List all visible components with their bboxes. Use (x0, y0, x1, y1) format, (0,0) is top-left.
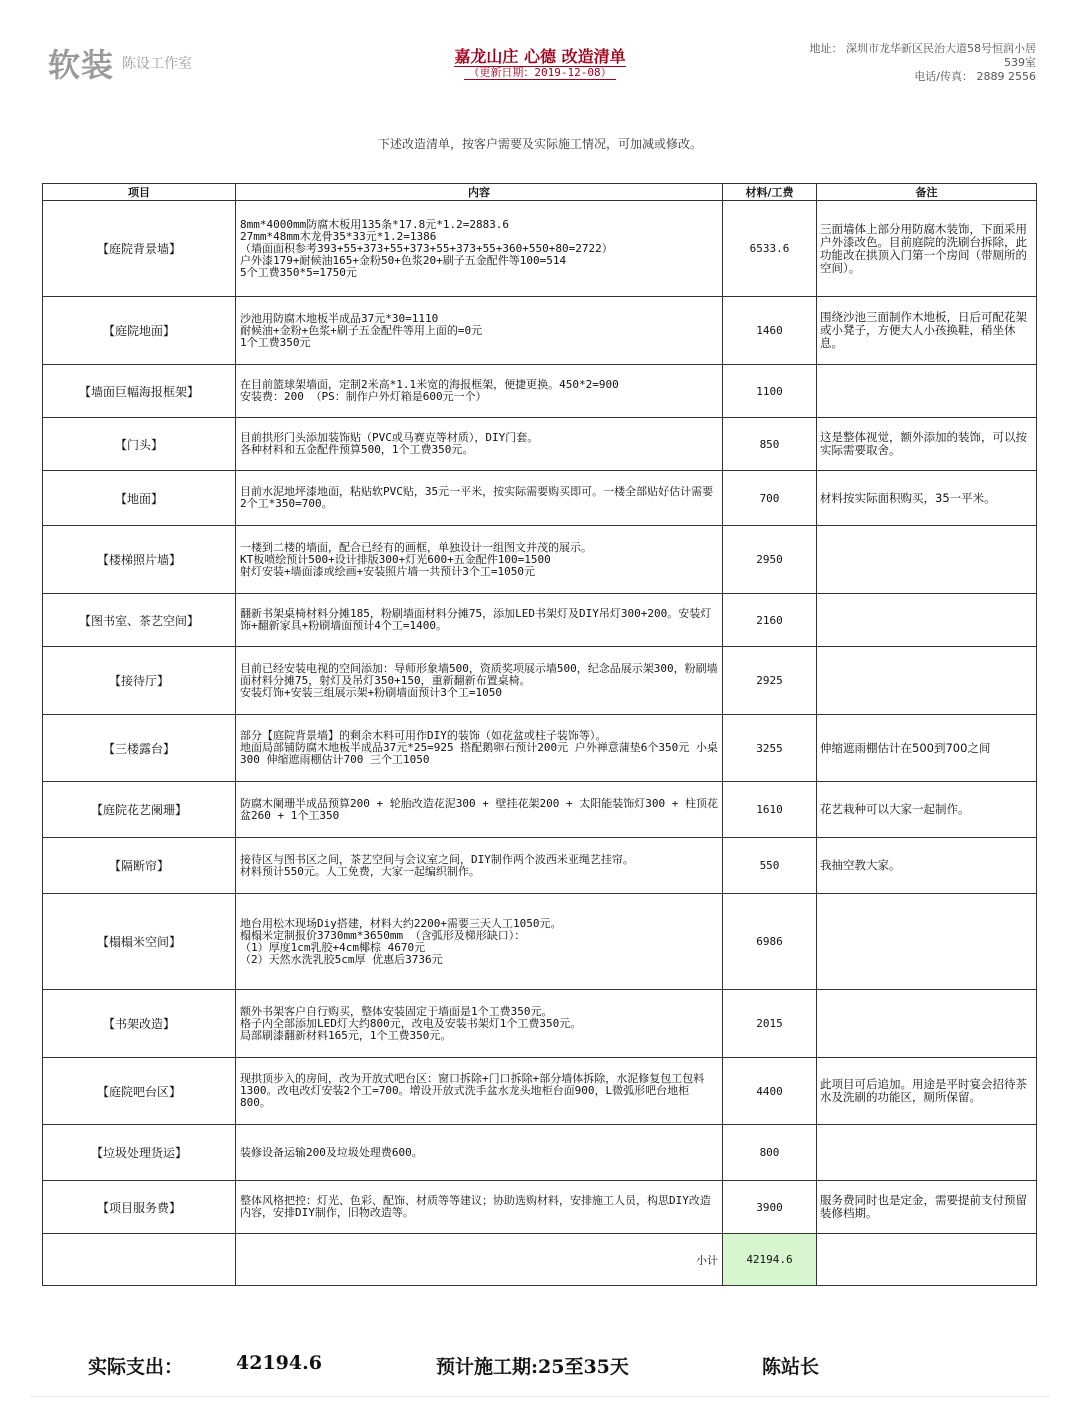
item-cell: 【榻榻米空间】 (43, 894, 236, 990)
content-cell: 目前拱形门头添加装饰贴（PVC或马赛克等材质），DIY门套。 各种材料和五金配件预算500，1个工费350元。 (236, 418, 723, 471)
content-cell: 目前水泥地坪漆地面，粘贴软PVC贴，35元一平米，按实际需要购买即可。一楼全部贴好估计需要2个工*350=700。 (236, 471, 723, 526)
note-cell: 服务费同时也是定金，需要提前支付预留装修档期。 (817, 1181, 1037, 1234)
content-cell: 现拱顶步入的房间，改为开放式吧台区：窗口拆除+门口拆除+部分墙体拆除，水泥修复包工包料1300。改电改灯安装2个工=700。增设开放式洗手盆水龙头地柜台面900，L微弧形吧台地柜800。 (236, 1058, 723, 1125)
table-row (43, 471, 1037, 526)
content-cell: 地台用松木现场Diy搭建，材料大约2200+需要三天人工1050元。 榻榻米定制报价3730mm*3650mm （含弧形及梯形缺口）： （1）厚度1cm乳胶+4cm椰棕 4670元 （2）天然水洗乳胶5cm厚 优惠后3736元 (236, 894, 723, 990)
note-cell: 此项目可后追加。用途是平时宴会招待茶水及洗刷的功能区，厕所保留。 (817, 1058, 1037, 1125)
cost-cell: 6986 (723, 894, 817, 990)
item-cell: 【楼梯照片墙】 (43, 526, 236, 594)
table-row (43, 1058, 1037, 1125)
actual-expense-value: 42194.6 (236, 1352, 322, 1374)
note-cell (817, 594, 1037, 647)
item-cell: 【图书室、茶艺空间】 (43, 594, 236, 647)
content-cell: 接待区与图书区之间，茶艺空间与会议室之间，DIY制作两个波西米亚绳艺挂帘。 材料预计550元。人工免费，大家一起编织制作。 (236, 838, 723, 894)
content-cell: 翻新书架桌椅材料分摊185，粉刷墙面材料分摊75，添加LED书架灯及DIY吊灯300+200。安装灯饰+翻新家具+粉刷墙面预计4个工=1400。 (236, 594, 723, 647)
table-header-row (43, 184, 1037, 201)
cost-cell: 1460 (723, 297, 817, 365)
cost-cell: 700 (723, 471, 817, 526)
subtotal-empty-cell (43, 1234, 236, 1286)
item-cell: 【接待厅】 (43, 647, 236, 715)
note-cell: 我抽空教大家。 (817, 838, 1037, 894)
logo-text: 陈设工作室 (122, 56, 193, 72)
address-line-1: 地址： 深圳市龙华新区民治大道58号恒润小居 (809, 42, 1036, 55)
cost-cell: 1100 (723, 365, 817, 418)
item-cell: 【隔断帘】 (43, 838, 236, 894)
table-row (43, 715, 1037, 782)
subtotal-note-cell (817, 1234, 1037, 1286)
header-content: 内容 (236, 184, 723, 201)
table-row (43, 782, 1037, 838)
contact-info (766, 42, 1036, 84)
note-cell: 围绕沙池三面制作木地板，日后可配花架或小凳子，方便大人小孩换鞋，稍坐休息。 (817, 297, 1037, 365)
item-cell: 【庭院吧台区】 (43, 1058, 236, 1125)
header-cost: 材料/工费 (723, 184, 817, 201)
cost-cell: 2160 (723, 594, 817, 647)
cost-cell: 3900 (723, 1181, 817, 1234)
item-cell: 【三楼露台】 (43, 715, 236, 782)
construction-period: 预计施工期:25至35天 (436, 1356, 629, 1378)
table-row (43, 594, 1037, 647)
table-row (43, 894, 1037, 990)
content-cell: 目前已经安装电视的空间添加：导师形象墙500，资质奖项展示墙500，纪念品展示架300，粉刷墙面材料分摊75，射灯及吊灯350+150，重新翻新布置桌椅。 安装灯饰+安装三组展示架+粉刷墙面预计3个工=1050 (236, 647, 723, 715)
item-cell: 【书架改造】 (43, 990, 236, 1058)
bottom-divider (30, 1396, 1050, 1397)
table-row (43, 647, 1037, 715)
cost-cell: 3255 (723, 715, 817, 782)
table-row (43, 201, 1037, 297)
cost-cell: 850 (723, 418, 817, 471)
content-cell: 8mm*4000mm防腐木板用135条*17.8元*1.2=2883.6 27mm*48mm木龙骨35*33元*1.2=1386 （墙面面积参考393+55+373+55+373+55+373+55+360+550+80=2722） 户外漆179+耐候油165+金粉50+色浆20+刷子五金配件等100=514 5个工费350*5=1750元 (236, 201, 723, 297)
table-row (43, 1125, 1037, 1181)
table-row (43, 365, 1037, 418)
item-cell: 【项目服务费】 (43, 1181, 236, 1234)
logo-mark: 软装 (48, 46, 115, 84)
content-cell: 额外书架客户自行购买，整体安装固定于墙面是1个工费350元。 格子内全部添加LED灯大约800元，改电及安装书架灯1个工费350元。 局部刷漆翻新材料165元，1个工费350元。 (236, 990, 723, 1058)
content-cell: 一楼到二楼的墙面，配合已经有的画框，单独设计一组图文并茂的展示。 KT板喷绘预计500+设计排版300+灯光600+五金配件100=1500 射灯安装+墙面漆或绘画+安装照片墙一共预计3个工=1050元 (236, 526, 723, 594)
cost-cell: 6533.6 (723, 201, 817, 297)
table-row (43, 418, 1037, 471)
phone-line: 电话/传真： 2889 2556 (914, 70, 1036, 83)
table-row (43, 526, 1037, 594)
note-cell: 材料按实际面积购买，35一平米。 (817, 471, 1037, 526)
cost-cell: 550 (723, 838, 817, 894)
note-cell (817, 647, 1037, 715)
content-cell: 整体风格把控：灯光、色彩、配饰、材质等等建议；协助选购材料，安排施工人员，构思DIY改造内容，安排DIY制作，旧物改造等。 (236, 1181, 723, 1234)
cost-cell: 800 (723, 1125, 817, 1181)
table-row (43, 297, 1037, 365)
subtotal-value: 42194.6 (723, 1234, 817, 1286)
content-cell: 在目前篮球架墙面，定制2米高*1.1米宽的海报框架，便捷更换。450*2=900 安装费：200 （PS：制作户外灯箱是600元一个） (236, 365, 723, 418)
content-cell: 装修设备运输200及垃圾处理费600。 (236, 1125, 723, 1181)
content-cell: 防腐木阑珊半成品预算200 + 轮胎改造花泥300 + 壁挂花架200 + 太阳能装饰灯300 + 柱顶花盆260 + 1个工350 (236, 782, 723, 838)
table-row (43, 838, 1037, 894)
item-cell: 【庭院背景墙】 (43, 201, 236, 297)
note-cell (817, 365, 1037, 418)
cost-cell: 2925 (723, 647, 817, 715)
renovation-table (42, 183, 1037, 1286)
note-cell (817, 1125, 1037, 1181)
item-cell: 【垃圾处理货运】 (43, 1125, 236, 1181)
station-manager: 陈站长 (762, 1356, 820, 1378)
note-cell: 这是整体视觉，额外添加的装饰，可以按实际需要取舍。 (817, 418, 1037, 471)
note-cell: 三面墙体上部分用防腐木装饰，下面采用户外漆改色。目前庭院的洗刷台拆除，此功能改在拱顶入门第一个房间（带厕所的空间）。 (817, 201, 1037, 297)
content-cell: 部分【庭院背景墙】的剩余木料可用作DIY的装饰（如花盆或柱子装饰等）。 地面局部铺防腐木地板半成品37元*25=925 搭配鹅卵石预计200元 户外禅意蒲垫6个350元 小桌300 伸缩遮雨棚估计700 三个工1050 (236, 715, 723, 782)
note-cell: 花艺栽种可以大家一起制作。 (817, 782, 1037, 838)
cost-cell: 2950 (723, 526, 817, 594)
note-cell (817, 894, 1037, 990)
actual-expense-label: 实际支出： (88, 1356, 184, 1378)
update-date: （更新日期：2019-12-08） (0, 64, 1080, 80)
item-cell: 【庭院花艺阑珊】 (43, 782, 236, 838)
header-item: 项目 (43, 184, 236, 201)
intro-text: 下述改造清单，按客户需要及实际施工情况，可加减或修改。 (377, 137, 702, 151)
note-cell (817, 990, 1037, 1058)
content-cell: 沙池用防腐木地板半成品37元*30=1110 耐候油+金粉+色浆+刷子五金配件等用上面的=0元 1个工费350元 (236, 297, 723, 365)
subtotal-row (43, 1234, 1037, 1286)
note-cell (817, 526, 1037, 594)
item-cell: 【门头】 (43, 418, 236, 471)
document-title: 嘉龙山庄 心德 改造清单 (454, 47, 626, 66)
table-row (43, 990, 1037, 1058)
header-note: 备注 (817, 184, 1037, 201)
item-cell: 【墙面巨幅海报框架】 (43, 365, 236, 418)
address-line-2: 539室 (1004, 56, 1036, 69)
cost-cell: 4400 (723, 1058, 817, 1125)
note-cell: 伸缩遮雨棚估计在500到700之间 (817, 715, 1037, 782)
cost-cell: 1610 (723, 782, 817, 838)
cost-cell: 2015 (723, 990, 817, 1058)
table-row (43, 1181, 1037, 1234)
item-cell: 【庭院地面】 (43, 297, 236, 365)
item-cell: 【地面】 (43, 471, 236, 526)
subtotal-label: 小计 (236, 1234, 723, 1286)
